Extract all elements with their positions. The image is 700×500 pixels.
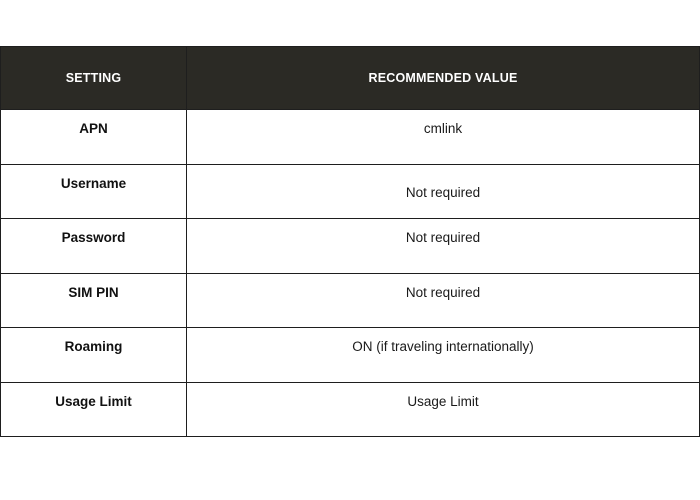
setting-label: SIM PIN [68, 284, 119, 300]
settings-table [0, 46, 700, 437]
setting-label: APN [79, 121, 108, 136]
value-cell [187, 164, 700, 219]
setting-cell [1, 219, 187, 274]
value-cell [187, 110, 700, 165]
value-cell [187, 328, 700, 383]
table-body [1, 110, 700, 437]
header-recommended-value: RECOMMENDED VALUE [187, 47, 700, 110]
table-row-password [1, 219, 700, 274]
value-label: Not required [405, 230, 481, 245]
value-cell [187, 273, 700, 328]
value-label: ON (if traveling internationally) [352, 339, 534, 354]
setting-label: Username [60, 175, 127, 191]
setting-cell [1, 328, 187, 383]
table-row-roaming [1, 328, 700, 383]
setting-cell [1, 382, 187, 437]
value-label: Not required [405, 184, 481, 200]
value-label: cmlink [423, 121, 463, 136]
setting-label: Usage Limit [55, 393, 132, 409]
setting-label: Roaming [64, 339, 123, 354]
setting-cell [1, 273, 187, 328]
table-row-sim-pin [1, 273, 700, 328]
table-row-username [1, 164, 700, 219]
header-row [1, 47, 700, 110]
value-label: Usage Limit [407, 393, 479, 409]
table-row-usage-limit [1, 382, 700, 437]
setting-cell [1, 164, 187, 219]
table-row-apn [1, 110, 700, 165]
setting-cell [1, 110, 187, 165]
table-header [1, 47, 700, 110]
value-cell [187, 219, 700, 274]
header-setting: SETTING [1, 47, 187, 110]
value-label: Not required [405, 284, 481, 300]
value-cell [187, 382, 700, 437]
setting-label: Password [61, 230, 126, 245]
